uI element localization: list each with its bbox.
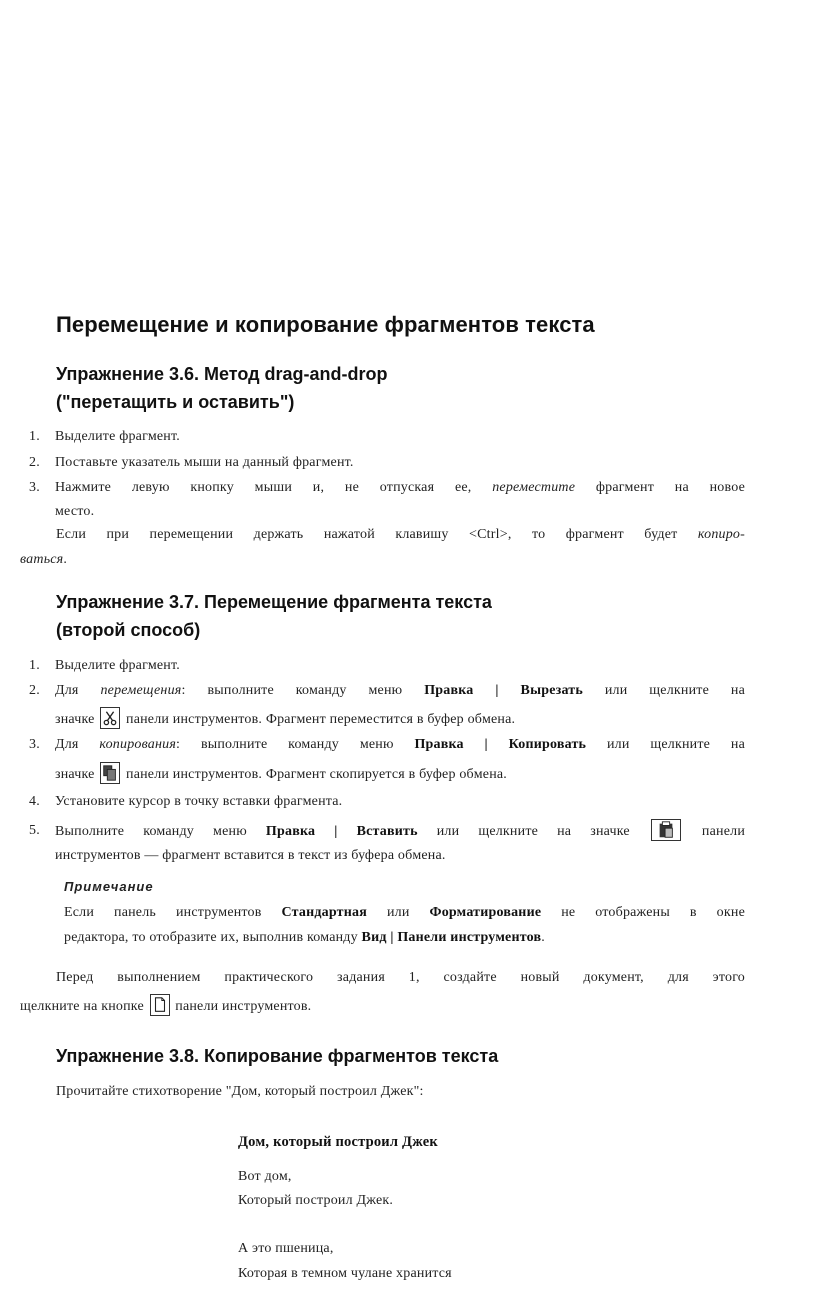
- exercise-3-8-title: Упражнение 3.8. Копирование фрагментов текста: [56, 1046, 499, 1066]
- list-item-continuation: место.: [55, 504, 95, 519]
- paragraph: Если при перемещении держать нажатой клавишу <Ctrl>, то фрагмент будет копиро-: [56, 527, 745, 542]
- intro-text: Прочитайте стихотворение "Дом, который построил Джек":: [56, 1084, 424, 1099]
- exercise-3-7-title: [56, 588, 492, 644]
- list-item: 4. Установите курсор в точку вставки фрагмента.: [29, 794, 343, 809]
- exercise-3-7-title-line1: Упражнение 3.7. Перемещение фрагмента текста: [56, 592, 492, 612]
- poem-line: Вот дом,: [238, 1169, 292, 1184]
- poem-title: Дом, который построил Джек: [238, 1134, 438, 1150]
- poem-line: А это пшеница,: [238, 1241, 334, 1256]
- paragraph: Перед выполнением практического задания 1, создайте новый документ, для этого: [56, 970, 745, 985]
- paragraph-continuation: ваться.: [20, 552, 68, 567]
- list-item: 3. Для копирования: выполните команду меню Правка | Копировать или щелкните на: [29, 737, 745, 752]
- copy-icon: [100, 762, 120, 784]
- section-title: Перемещение и копирование фрагментов текста: [56, 312, 595, 337]
- list-item: 1. Выделите фрагмент.: [29, 429, 180, 444]
- list-item: 2. Для перемещения: выполните команду меню Правка | Вырезать или щелкните на: [29, 683, 745, 698]
- list-item: 5. Выполните команду меню Правка | Вставить или щелкните на значке панели: [29, 819, 745, 868]
- list-item-continuation: значке панели инструментов. Фрагмент переместится в буфер обмена.: [29, 707, 745, 732]
- exercise-3-6-title: [56, 360, 388, 416]
- exercise-3-7-title-line2: (второй способ): [56, 620, 201, 640]
- exercise-3-6-title-line2: ("перетащить и оставить"): [56, 392, 295, 412]
- new-document-icon: [150, 994, 170, 1016]
- list-item: 3. Нажмите левую кнопку мыши и, не отпуская ее, переместите фрагмент на новое: [29, 480, 745, 495]
- list-item: 1. Выделите фрагмент.: [29, 658, 180, 673]
- list-item: 2. Поставьте указатель мыши на данный фрагмент.: [29, 455, 354, 470]
- note-text-continuation: редактора, то отобразите их, выполнив команду Вид | Панели инструментов.: [64, 930, 545, 945]
- note-text: Если панель инструментов Стандартная или Форматирование не отображены в окне: [64, 905, 745, 920]
- poem-line: Которая в темном чулане хранится: [238, 1266, 452, 1281]
- paragraph-continuation: щелкните на кнопке панели инструментов.: [20, 994, 745, 1019]
- poem-line: Который построил Джек.: [238, 1193, 394, 1208]
- list-item-continuation: значке панели инструментов. Фрагмент скопируется в буфер обмена.: [29, 762, 745, 787]
- scissors-icon: [100, 707, 120, 729]
- exercise-3-6-title-line1: Упражнение 3.6. Метод drag-and-drop: [56, 364, 388, 384]
- paste-icon: [651, 819, 681, 841]
- note-title: Примечание: [64, 879, 154, 894]
- list-item-continuation: инструментов — фрагмент вставится в текст из буфера обмена.: [55, 848, 446, 863]
